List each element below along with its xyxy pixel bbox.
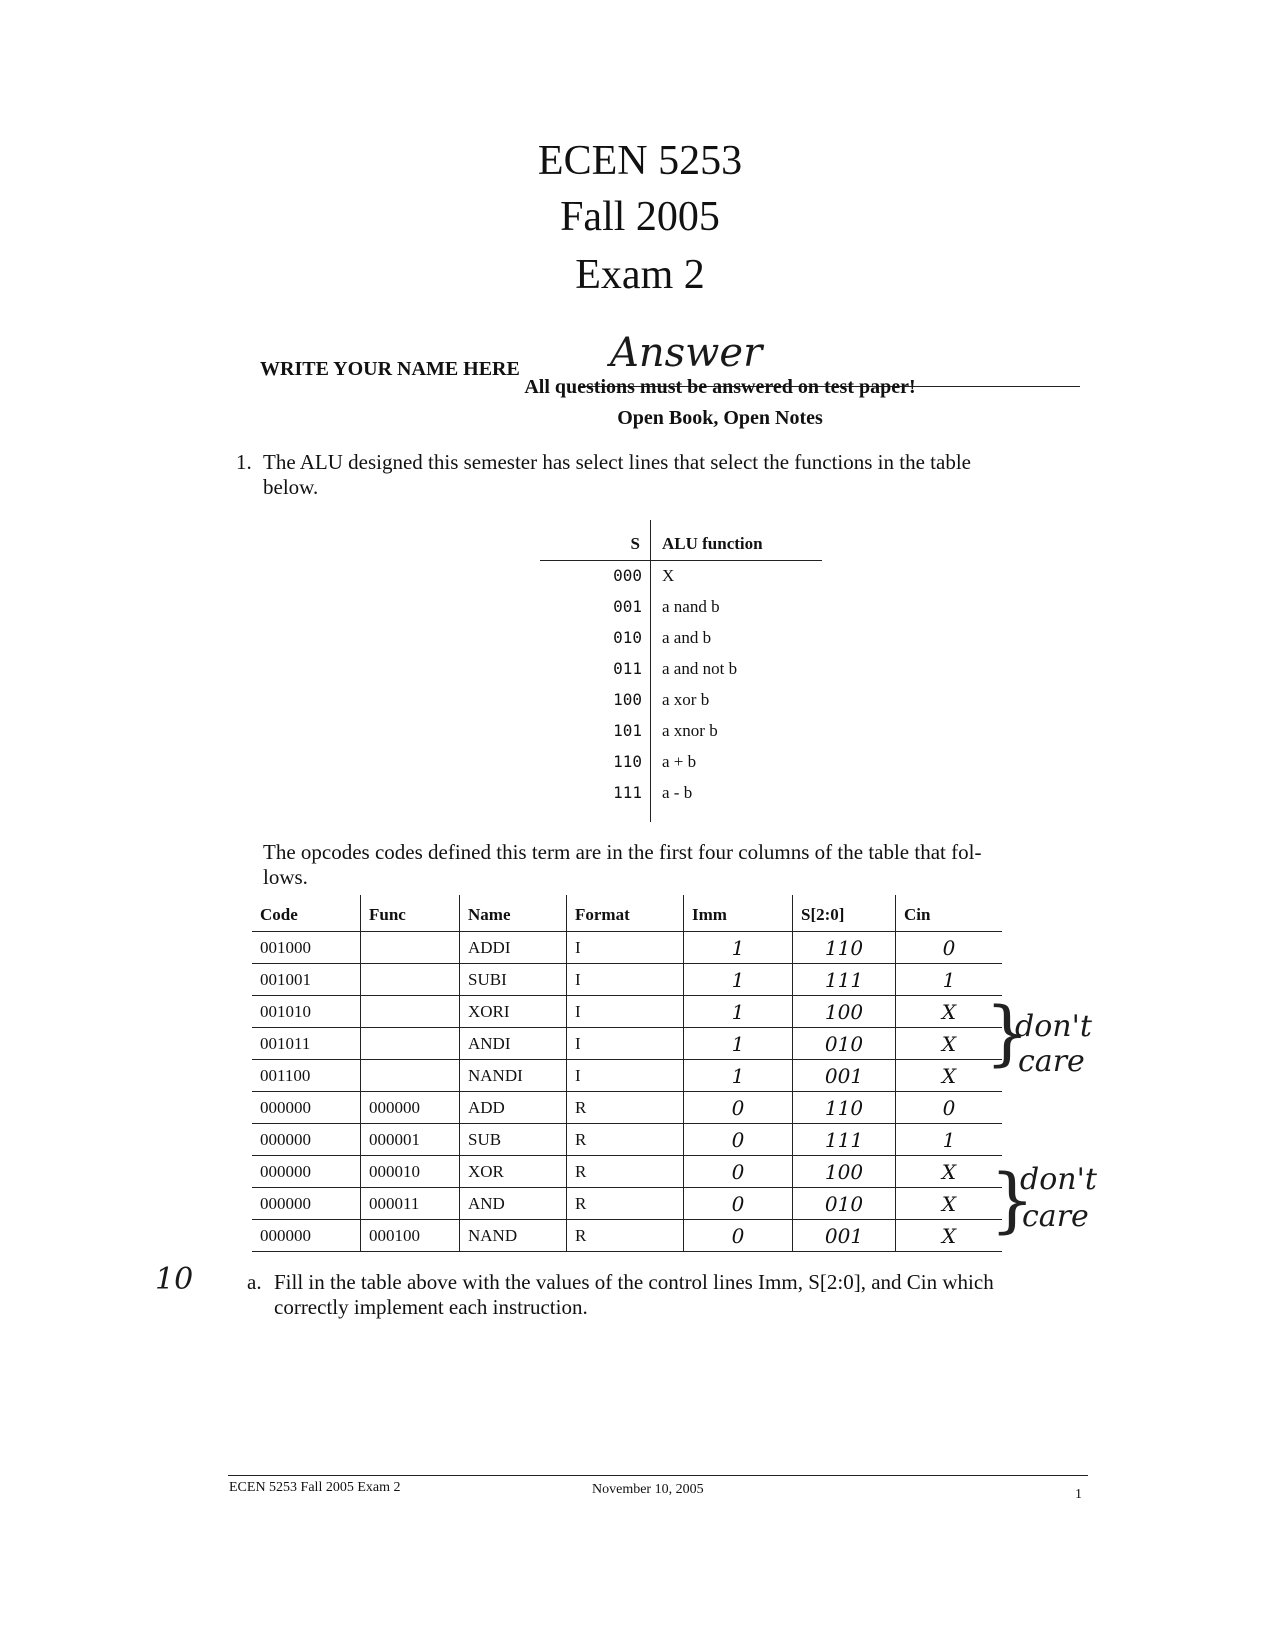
alu-select: 101: [613, 721, 642, 740]
opcode-row: [252, 996, 1002, 1028]
cell-imm: 0: [684, 1092, 793, 1124]
cell-select: 111: [793, 1124, 896, 1156]
alu-row: [540, 686, 822, 717]
cell-func: [361, 996, 460, 1028]
header-imm: Imm: [684, 895, 793, 932]
cell-func: 000000: [361, 1092, 460, 1124]
course-title: ECEN 5253: [537, 138, 743, 184]
alu-header-s: S: [630, 534, 640, 553]
cell-select: 001: [793, 1220, 896, 1252]
brace-right-bottom: }: [990, 1159, 1035, 1241]
cell-imm: 1: [684, 964, 793, 996]
alu-row: [540, 655, 822, 686]
dont-care-note-bottom-2: care: [1022, 1199, 1089, 1234]
alu-function: a xor b: [662, 690, 710, 709]
cell-imm: 0: [684, 1220, 793, 1252]
alu-row: [540, 748, 822, 779]
alu-row: [540, 593, 822, 624]
cell-name: NAND: [460, 1220, 567, 1252]
cell-func: [361, 1060, 460, 1092]
cell-func: 000011: [361, 1188, 460, 1220]
opcode-row: [252, 1124, 1002, 1156]
cell-imm: 1: [684, 1060, 793, 1092]
cell-code: 000000: [252, 1124, 361, 1156]
footer-rule: [228, 1475, 1088, 1476]
part-a-label: a.: [247, 1270, 262, 1294]
cell-imm: 1: [684, 996, 793, 1028]
score-mark: 10: [155, 1262, 194, 1297]
cell-select: 110: [793, 1092, 896, 1124]
opcode-row: [252, 1156, 1002, 1188]
cell-imm: 0: [684, 1124, 793, 1156]
alu-row: [540, 562, 822, 593]
cell-imm: 0: [684, 1156, 793, 1188]
question-number: 1.: [236, 450, 252, 474]
alu-select: 000: [613, 566, 642, 585]
cell-name: ADD: [460, 1092, 567, 1124]
cell-select: 100: [793, 996, 896, 1028]
cell-cin: X: [896, 996, 1003, 1028]
cell-name: AND: [460, 1188, 567, 1220]
header-code: Code: [252, 895, 361, 932]
opcode-table-header: [252, 895, 1002, 932]
cell-cin: 0: [896, 1092, 1003, 1124]
instruction-line-2: Open Book, Open Notes: [617, 407, 823, 429]
alu-function: a and b: [662, 628, 712, 647]
cell-name: ANDI: [460, 1028, 567, 1060]
alu-select: 111: [613, 783, 642, 802]
alu-select: 001: [613, 597, 642, 616]
cell-code: 001011: [252, 1028, 361, 1060]
cell-select: 010: [793, 1188, 896, 1220]
cell-format: R: [567, 1220, 684, 1252]
alu-row: [540, 717, 822, 748]
cell-name: SUBI: [460, 964, 567, 996]
cell-select: 111: [793, 964, 896, 996]
cell-func: [361, 932, 460, 964]
cell-imm: 0: [684, 1188, 793, 1220]
opcode-table: [252, 895, 1002, 1252]
cell-select: 001: [793, 1060, 896, 1092]
alu-header-function: ALU function: [662, 534, 763, 553]
alu-function: X: [662, 566, 675, 585]
opcode-row: [252, 932, 1002, 964]
cell-cin: X: [896, 1220, 1003, 1252]
name-label: WRITE YOUR NAME HERE: [260, 358, 520, 380]
instruction-line-1: All questions must be answered on test paper!: [524, 376, 916, 398]
part-a-text-line-1: Fill in the table above with the values of the control lines Imm, S[2:0], and Cin which: [274, 1270, 994, 1294]
cell-func: 000100: [361, 1220, 460, 1252]
cell-format: R: [567, 1092, 684, 1124]
header-format: Format: [567, 895, 684, 932]
question-text-line-1: The ALU designed this semester has select lines that select the functions in the table: [263, 450, 971, 474]
cell-code: 001001: [252, 964, 361, 996]
alu-select: 011: [613, 659, 642, 678]
cell-format: R: [567, 1188, 684, 1220]
alu-function: a xnor b: [662, 721, 718, 740]
cell-imm: 1: [684, 1028, 793, 1060]
opcode-row: [252, 1220, 1002, 1252]
cell-code: 000000: [252, 1220, 361, 1252]
cell-format: R: [567, 1124, 684, 1156]
cell-cin: X: [896, 1156, 1003, 1188]
cell-code: 000000: [252, 1156, 361, 1188]
cell-code: 001100: [252, 1060, 361, 1092]
alu-function: a - b: [662, 783, 693, 802]
dont-care-note-bottom-1: don't: [1020, 1162, 1097, 1197]
cell-format: I: [567, 1028, 684, 1060]
footer-date: November 10, 2005: [592, 1482, 704, 1497]
opcode-row: [252, 1092, 1002, 1124]
cell-name: ADDI: [460, 932, 567, 964]
cell-func: 000001: [361, 1124, 460, 1156]
cell-format: I: [567, 1060, 684, 1092]
exam-title: Exam 2: [575, 252, 705, 298]
cell-cin: X: [896, 1188, 1003, 1220]
cell-name: NANDI: [460, 1060, 567, 1092]
alu-select: 100: [613, 690, 642, 709]
part-a-text-line-2: correctly implement each instruction.: [274, 1295, 588, 1319]
opcode-row: [252, 1188, 1002, 1220]
cell-cin: X: [896, 1028, 1003, 1060]
opcode-row: [252, 1060, 1002, 1092]
cell-imm: 1: [684, 932, 793, 964]
cell-select: 100: [793, 1156, 896, 1188]
alu-row: [540, 779, 822, 810]
opcode-intro-line-2: lows.: [263, 865, 308, 889]
header-name: Name: [460, 895, 567, 932]
cell-name: XORI: [460, 996, 567, 1028]
cell-code: 001010: [252, 996, 361, 1028]
cell-cin: 1: [896, 964, 1003, 996]
name-handwritten-value: Answer: [610, 330, 763, 376]
cell-format: I: [567, 932, 684, 964]
dont-care-note-top-2: care: [1018, 1044, 1085, 1079]
cell-func: [361, 1028, 460, 1060]
opcode-intro-line-1: The opcodes codes defined this term are in the first four columns of the table that fol-: [263, 840, 982, 864]
alu-select: 010: [613, 628, 642, 647]
cell-select: 010: [793, 1028, 896, 1060]
alu-function: a nand b: [662, 597, 720, 616]
alu-row: [540, 624, 822, 655]
dont-care-note-top-1: don't: [1015, 1009, 1092, 1044]
cell-name: SUB: [460, 1124, 567, 1156]
term-title: Fall 2005: [560, 194, 720, 240]
footer-left: ECEN 5253 Fall 2005 Exam 2: [229, 1480, 401, 1495]
cell-func: 000010: [361, 1156, 460, 1188]
cell-format: R: [567, 1156, 684, 1188]
cell-func: [361, 964, 460, 996]
question-text-line-2: below.: [263, 475, 319, 499]
alu-table-header: [540, 528, 822, 561]
cell-format: I: [567, 996, 684, 1028]
cell-code: 001000: [252, 932, 361, 964]
cell-cin: 1: [896, 1124, 1003, 1156]
cell-code: 000000: [252, 1092, 361, 1124]
cell-code: 000000: [252, 1188, 361, 1220]
page-number: 1: [1075, 1487, 1082, 1502]
cell-name: XOR: [460, 1156, 567, 1188]
cell-format: I: [567, 964, 684, 996]
header-select: S[2:0]: [793, 895, 896, 932]
opcode-row: [252, 1028, 1002, 1060]
alu-function: a and not b: [662, 659, 738, 678]
alu-function: a + b: [662, 752, 697, 771]
cell-select: 110: [793, 932, 896, 964]
header-func: Func: [361, 895, 460, 932]
brace-right-top: }: [985, 992, 1030, 1074]
cell-cin: 0: [896, 932, 1003, 964]
opcode-row: [252, 964, 1002, 996]
alu-select: 110: [613, 752, 642, 771]
header-cin: Cin: [896, 895, 1003, 932]
cell-cin: X: [896, 1060, 1003, 1092]
